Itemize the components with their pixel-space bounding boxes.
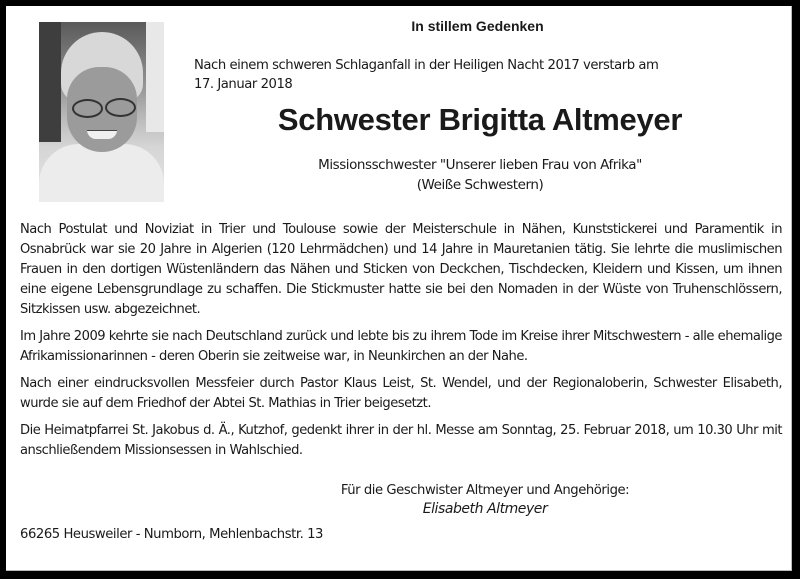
subtitle-line-2: (Weiße Schwestern) [416,177,544,193]
deceased-subtitle [180,155,780,195]
signer-name: Elisabeth Altmeyer [422,501,548,517]
glasses-icon [105,98,136,117]
photo-background [146,22,164,132]
notice-heading: In stillem Gedenken [411,18,544,34]
photo-shirt [39,144,164,202]
paragraph-return: Im Jahre 2009 kehrte sie nach Deutschland zurück und lebte bis zu ihrem Tode im Kreise ihrer Mitschwestern - alle ehemalige Afrikamissionarinnen - deren Oberin sie zeitweise war, in Neunkirchen an der Nahe. [20,329,782,364]
signature-block [250,481,720,519]
deceased-name: Schwester Brigitta Altmeyer [277,102,683,137]
photo-smile [87,130,117,139]
portrait-photo [39,22,164,202]
paragraph-biography: Nach Postulat und Noviziat in Trier und Toulouse sowie der Meisterschule in Nähen, Kunststickerei und Paramentik in Osnabrück war sie 20 Jahre in Algerien (120 Lehrmädchen) und 14 Jahre in Mauretanien tätig. Sie lehrte die muslimischen Frauen in den dortigen Wüstenländern das Nähen und Sticken von Deckchen, Tischdecken, Kleidern und Kissen, um ihnen eine eigene Lebensgrundlage zu schaffen. Die Stickmuster hatte sie bei den Nomaden in der Wüste von Truhenschlössern, Sitzkissen usw. abgezeichnet. [20,222,782,317]
photo-background [39,22,61,142]
intro-line-1: Nach einem schweren Schlaganfall in der Heiligen Nacht 2017 verstarb am [194,58,659,73]
address: 66265 Heusweiler - Numborn, Mehlenbachstr. 13 [20,527,323,542]
paragraph-memorial-mass: Die Heimatpfarrei St. Jakobus d. Ä., Kutzhof, gedenkt ihrer in der hl. Messe am Sonntag, 25. Februar 2018, um 10.30 Uhr mit anschließendem Missionsessen in Wahlschied. [20,423,782,458]
intro-line-2: 17. Januar 2018 [194,77,293,92]
subtitle-line-1: Missionsschwester "Unserer lieben Frau von Afrika" [318,157,642,173]
intro-text [194,56,754,94]
signature-line: Für die Geschwister Altmeyer und Angehörige: [340,483,630,498]
obituary-body [20,220,782,468]
paragraph-burial: Nach einer eindrucksvollen Messfeier durch Pastor Klaus Leist, St. Wendel, und der Regionaloberin, Schwester Elisabeth, wurde sie auf dem Friedhof der Abtei St. Mathias in Trier beigesetzt. [20,376,782,411]
glasses-icon [72,99,103,118]
